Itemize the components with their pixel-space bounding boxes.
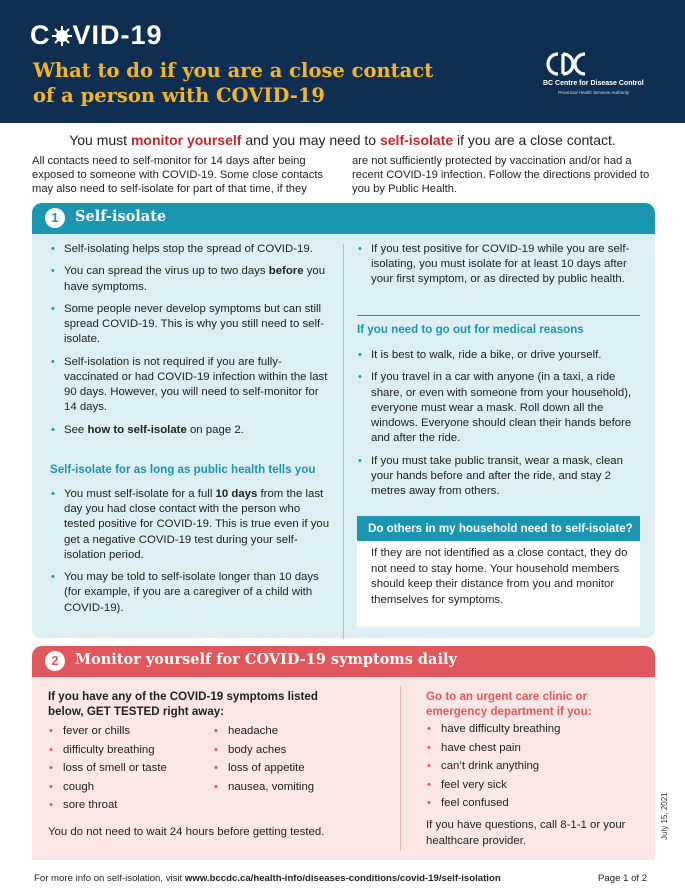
org-subtitle: Provincial Health Services Authority <box>558 90 630 95</box>
symptoms-list-b <box>213 722 383 796</box>
divider-line <box>357 315 640 316</box>
list-item: • loss of appetite <box>213 759 383 778</box>
section2-divider <box>400 686 401 851</box>
lead-pre: You must <box>69 132 131 148</box>
household-text: If they are not identified as a close contact, they do not need to stay home. Your household members should keep their distance from you and monitor themselves for symptoms. <box>371 547 628 606</box>
list-item: • feel very sick <box>426 776 646 795</box>
page-number: Page 1 of 2 <box>598 873 648 884</box>
text: See <box>64 423 88 436</box>
cdc-logo-mark <box>545 50 593 78</box>
questions-note: If you have questions, call 8-1-1 or your healthcare provider. <box>426 819 626 847</box>
lead-post: if you are a close contact. <box>453 132 616 148</box>
section1-header <box>32 203 655 234</box>
symptoms-list-a <box>48 722 218 815</box>
text-bold: how to self-isolate <box>87 423 187 436</box>
lead-emph-monitor: monitor yourself <box>130 132 242 148</box>
text-bold: before <box>268 265 304 278</box>
subheading-medical: If you need to go out for medical reasons <box>357 323 584 336</box>
list-item: • It is best to walk, ride a bike, or drive yourself. <box>357 348 642 363</box>
text: on page 2. <box>186 423 244 436</box>
list-item: • You may be told to self-isolate longer than 10 days (for example, if you are a caregiver of a child with COVID-19). <box>50 570 334 616</box>
list-item: • have chest pain <box>426 739 646 758</box>
title-line-1: What to do if you are a close contact <box>33 59 434 82</box>
section1-divider <box>343 244 344 639</box>
list-item: • Self-isolation is not required if you are fully-vaccinated or had COVID-19 infection within the last 90 days. However, you will need to self-monitor for 14 days. <box>50 355 334 416</box>
urgent-list <box>426 720 646 813</box>
testing-note: You do not need to wait 24 hours before getting tested. <box>48 826 325 838</box>
list-item: • headache <box>213 722 383 741</box>
list-item: • sore throat <box>48 796 218 815</box>
revision-date: July 15, 2021 <box>660 792 669 840</box>
section2-number: 2 <box>45 651 65 671</box>
list-item: • cough <box>48 778 218 797</box>
list-item: • body aches <box>213 741 383 760</box>
intro-left: All contacts need to self-monitor for 14 days after being exposed to someone with COVID-19. Some close contacts may also need to self-isolate for part of that time, if they <box>32 155 324 195</box>
text: You must self-isolate for a full <box>64 488 216 500</box>
list-item: • If you travel in a car with anyone (in a taxi, a ride share, or even with someone from your household), everyone must wear a mask. Roll down all the windows. Everyone should clean their hands before and after the ride. <box>357 370 642 446</box>
list-item: • difficulty breathing <box>48 741 218 760</box>
list-item: • feel confused <box>426 794 646 813</box>
footer-info <box>34 873 501 884</box>
list-item: • Some people never develop symptoms but can still spread COVID-19. This is why you still need to self-isolate. <box>50 302 334 348</box>
text: from the last day you had close contact with the person who tested positive for COVID-19. This is true even if you get a negative COVID-19 test during your self-isolation period. <box>64 488 330 561</box>
urgent-heading: Go to an urgent care clinic or emergency department if you: <box>426 690 592 718</box>
section2-title: Monitor yourself for COVID-19 symptoms daily <box>75 651 457 668</box>
footer-text: For more info on self-isolation, visit <box>34 873 185 884</box>
title-line-2: of a person with COVID-19 <box>33 84 325 107</box>
page-title <box>33 58 463 108</box>
lead-emph-isolate: self-isolate <box>379 132 454 148</box>
brand-rest: VID-19 <box>72 20 163 50</box>
list-item <box>50 264 334 294</box>
list-item <box>50 423 334 438</box>
list-item: • If you test positive for COVID-19 while you are self-isolating, you must isolate for at least 10 days after your first symptom, or as directed by public health. <box>357 242 642 288</box>
lead-sentence <box>0 132 685 148</box>
medical-list <box>357 348 642 506</box>
intro-right: are not sufficiently protected by vaccination and/or had a recent COVID-19 infection. Follow the directions provided to you by Public Health. <box>352 155 650 195</box>
org-name: BC Centre for Disease Control <box>543 80 644 87</box>
list-item: • can’t drink anything <box>426 757 646 776</box>
duration-list <box>50 487 334 623</box>
text: you have symptoms. <box>64 265 326 293</box>
section1-title: Self-isolate <box>75 208 167 225</box>
bccdc-logo <box>543 50 644 95</box>
list-item: • fever or chills <box>48 722 218 741</box>
lead-mid: and you may need to <box>241 132 380 148</box>
subheading-duration: Self-isolate for as long as public health tells you <box>50 463 316 476</box>
list-item: • nausea, vomiting <box>213 778 383 797</box>
list-item: • have difficulty breathing <box>426 720 646 739</box>
list-item: • Self-isolating helps stop the spread of COVID-19. <box>50 242 334 257</box>
brand-c: C <box>30 20 51 50</box>
household-title: Do others in my household need to self-isolate? <box>368 522 633 535</box>
footer-url[interactable]: www.bccdc.ca/health-info/diseases-conditions/covid-19/self-isolation <box>184 873 501 884</box>
list-item: • loss of smell or taste <box>48 759 218 778</box>
list-item: • If you must take public transit, wear a mask, clean your hands before and after the ride, and stay 2 metres away from others. <box>357 454 642 500</box>
positive-test-list <box>357 242 642 295</box>
text: You can spread the virus up to two days <box>64 265 269 278</box>
list-item <box>50 487 334 563</box>
section1-number: 1 <box>45 208 65 228</box>
virus-icon <box>51 23 73 54</box>
brand-title <box>30 20 163 54</box>
self-isolate-list <box>50 242 334 445</box>
symptoms-heading: If you have any of the COVID-19 symptoms listed below, GET TESTED right away: <box>48 690 318 718</box>
section2-header <box>32 646 655 677</box>
text-bold: 10 days <box>215 488 258 500</box>
